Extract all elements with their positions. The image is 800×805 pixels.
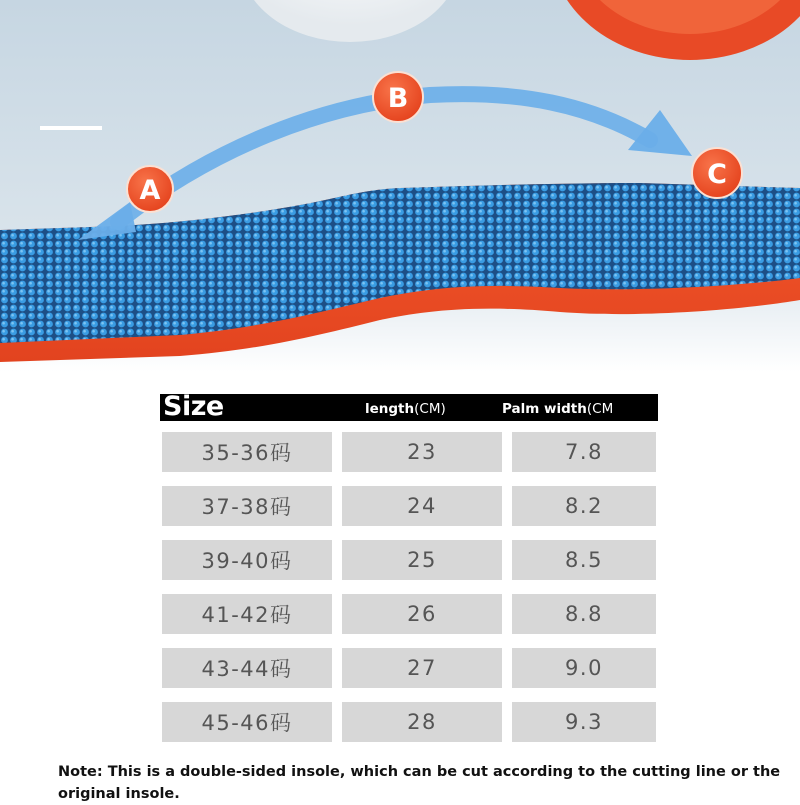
size-cell: 43-44码 <box>162 648 332 688</box>
svg-text:A: A <box>139 175 161 206</box>
length-cell: 28 <box>342 702 502 742</box>
svg-text:B: B <box>387 83 409 114</box>
badge-c <box>692 148 742 198</box>
header-length: length(CM) <box>365 401 446 417</box>
palm-width-cell: 8.5 <box>512 540 656 580</box>
palm-width-cell: 9.0 <box>512 648 656 688</box>
length-cell: 26 <box>342 594 502 634</box>
palm-width-cell: 7.8 <box>512 432 656 472</box>
header-palm-width: Palm width(CM <box>502 401 614 417</box>
header-size: Size <box>163 391 224 422</box>
table-row <box>162 648 656 702</box>
size-table-header <box>160 391 658 422</box>
size-table <box>162 432 656 756</box>
size-cell: 37-38码 <box>162 486 332 526</box>
table-row <box>162 540 656 594</box>
length-cell: 25 <box>342 540 502 580</box>
length-cell: 23 <box>342 432 502 472</box>
palm-width-cell: 9.3 <box>512 702 656 742</box>
size-cell: 35-36码 <box>162 432 332 472</box>
badge-a <box>127 166 173 212</box>
table-row <box>162 486 656 540</box>
size-cell: 45-46码 <box>162 702 332 742</box>
table-row <box>162 594 656 648</box>
size-cell: 39-40码 <box>162 540 332 580</box>
palm-width-cell: 8.2 <box>512 486 656 526</box>
size-cell: 41-42码 <box>162 594 332 634</box>
insole-illustration <box>0 0 800 372</box>
badge-b <box>373 72 423 122</box>
palm-width-cell: 8.8 <box>512 594 656 634</box>
length-cell: 24 <box>342 486 502 526</box>
length-cell: 27 <box>342 648 502 688</box>
white-dash <box>40 126 102 130</box>
cutting-note: Note: This is a double-sided insole, which can be cut according to the cutting line or the original insole. <box>58 764 781 802</box>
table-row <box>162 702 656 756</box>
table-row <box>162 432 656 486</box>
svg-text:C: C <box>707 159 727 190</box>
